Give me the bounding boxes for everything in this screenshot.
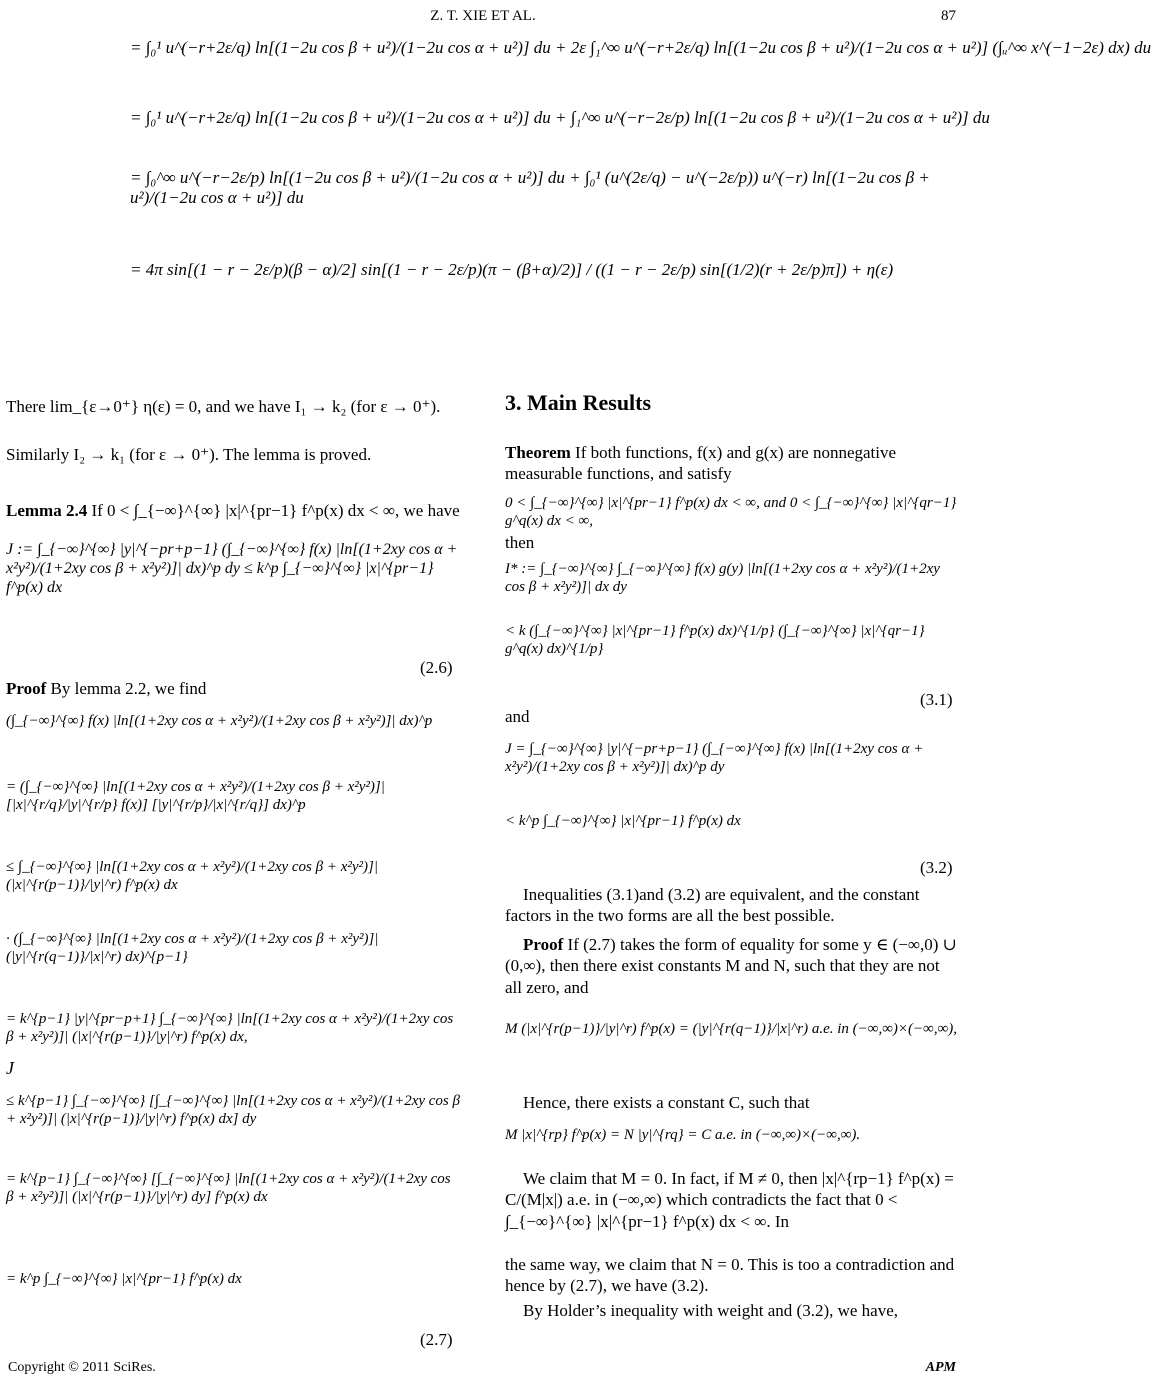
lemma-text: If 0 < ∫_{−∞}^{∞} |x|^{pr−1} f^p(x) dx < ∞, we have [91, 501, 460, 520]
proof-theorem [505, 934, 960, 998]
proof-eq-8: = k^p ∫_{−∞}^{∞} |x|^{pr−1} f^p(x) dx [6, 1271, 242, 1287]
running-head-authors: Z. T. XIE ET AL. [430, 8, 536, 24]
then-word: then [505, 533, 535, 552]
proof-lemma [6, 678, 461, 699]
proof-constant-eq: M |x|^{rp} f^p(x) = N |y|^{rq} = C a.e. in (−∞,∞)×(−∞,∞). [505, 1127, 861, 1143]
equation-3-2-line-1: J = ∫_{−∞}^{∞} |y|^{−pr+p−1} (∫_{−∞}^{∞} f(x) |ln[(1+2xy cos α + x²y²)/(1+2xy cos β + x²y²)]| dx)^p dy [505, 741, 924, 775]
para-equivalence: Inequalities (3.1)and (3.2) are equivalent, and the constant factors in the two forms are all the best possible. [505, 885, 920, 926]
proof-eq-3: ≤ ∫_{−∞}^{∞} |ln[(1+2xy cos α + x²y²)/(1+2xy cos β + x²y²)]| (|x|^{r(p−1)}/|y|^r) f^p(x) dx [6, 859, 378, 893]
equation-3-1-line-2: < k (∫_{−∞}^{∞} |x|^{pr−1} f^p(x) dx)^{1/p} (∫_{−∞}^{∞} |x|^{qr−1} g^q(x) dx)^{1/p} [505, 623, 925, 657]
lemma-2-4 [6, 500, 461, 521]
proof-eq-6: ≤ k^{p−1} ∫_{−∞}^{∞} [∫_{−∞}^{∞} |ln[(1+2xy cos α + x²y²)/(1+2xy cos β + x²y²)]| (|x|^{r(p−1)}/|y|^r) f^p(x) dx] dy [6, 1093, 460, 1127]
proof-eq-J: J [6, 1058, 14, 1078]
para-claim: We claim that M = 0. In fact, if M ≠ 0, then |x|^{rp−1} f^p(x) = C/(M|x|) a.e. in (−∞,∞) which contradicts the fact that 0 < ∫_{−∞}^{∞} |x|^{pr−1} f^p(x) dx < ∞. In [505, 1169, 954, 1231]
proof-eq-1: (∫_{−∞}^{∞} f(x) |ln[(1+2xy cos α + x²y²)/(1+2xy cos β + x²y²)]| dx)^p [6, 713, 433, 729]
equation-3-1-line-1: I* := ∫_{−∞}^{∞} ∫_{−∞}^{∞} f(x) g(y) |ln[(1+2xy cos α + x²y²)/(1+2xy cos β + x²y²)]| dx dy [505, 561, 940, 595]
lemma-equation: J := ∫_{−∞}^{∞} |y|^{−pr+p−1} (∫_{−∞}^{∞} f(x) |ln[(1+2xy cos α + x²y²)/(1+2xy cos β + x²y²)]| dx)^p dy ≤ k^p ∫_{−∞}^{∞} |x|^{pr−1} f^p(x) dx [6, 541, 458, 597]
section-title: 3. Main Results [505, 390, 652, 415]
theorem [505, 442, 960, 485]
theorem-proof-label: Proof [523, 935, 564, 954]
theorem-proof-text: If (2.7) takes the form of equality for some y ∈ (−∞,0) ∪ (0,∞), then there exist constants M and N, such that they are not all zero, and [505, 935, 957, 997]
page-number: 87 [941, 8, 956, 24]
para-limit: There lim_{ε→0⁺} η(ε) = 0, and we have I₁ → k₂ (for ε → 0⁺). [6, 397, 441, 416]
para-similarly: Similarly I₂ → k₁ (for ε → 0⁺). The lemma is proved. [6, 445, 372, 464]
equation-number-3-2: (3.2) [920, 858, 953, 877]
theorem-conditions: 0 < ∫_{−∞}^{∞} |x|^{pr−1} f^p(x) dx < ∞, and 0 < ∫_{−∞}^{∞} |x|^{qr−1} g^q(x) dx < ∞, [505, 495, 957, 529]
para-holder: By Holder’s inequality with weight and (3.2), we have, [523, 1301, 899, 1320]
theorem-text: If both functions, f(x) and g(x) are nonnegative measurable functions, and satisfy [505, 443, 897, 484]
top-equation-line-1: = ∫₀¹ u^(−r+2ε/q) ln[(1−2u cos β + u²)/(1−2u cos α + u²)] du + 2ε ∫₁^∞ u^(−r+2ε/q) ln[(1−2u cos β + u²)/(1−2u cos α + u²)] (∫ᵤ^∞ x^(−1−2ε) dx) du [130, 38, 1151, 57]
lemma-label: Lemma 2.4 [6, 501, 88, 520]
equation-number-2-6: (2.6) [420, 658, 453, 677]
copyright-notice: Copyright © 2011 SciRes. [8, 1360, 156, 1375]
proof-text: By lemma 2.2, we find [50, 679, 207, 698]
proof-equality-eq: M (|x|^{r(p−1)}/|y|^r) f^p(x) = (|y|^{r(q−1)}/|x|^r) a.e. in (−∞,∞)×(−∞,∞), [505, 1021, 958, 1037]
journal-abbrev: APM [925, 1360, 956, 1375]
para-hence: Hence, there exists a constant C, such that [523, 1093, 810, 1112]
proof-eq-7: = k^{p−1} ∫_{−∞}^{∞} [∫_{−∞}^{∞} |ln[(1+2xy cos α + x²y²)/(1+2xy cos β + x²y²)]| (|x|^{r(p−1)}/|y|^r) dy] f^p(x) dx [6, 1171, 451, 1205]
para-same-way: the same way, we claim that N = 0. This is too a contradiction and hence by (2.7), we have (3.2). [505, 1255, 955, 1296]
top-equation-line-2: = ∫₀¹ u^(−r+2ε/q) ln[(1−2u cos β + u²)/(1−2u cos α + u²)] du + ∫₁^∞ u^(−r−2ε/p) ln[(1−2u cos β + u²)/(1−2u cos α + u²)] du [130, 108, 990, 127]
proof-eq-4: · (∫_{−∞}^{∞} |ln[(1+2xy cos α + x²y²)/(1+2xy cos β + x²y²)]| (|y|^{r(q−1)}/|x|^r) dx)^{p−1} [6, 931, 379, 965]
equation-number-3-1: (3.1) [920, 690, 953, 709]
and-word: and [505, 707, 530, 726]
proof-eq-5: = k^{p−1} |y|^{pr−p+1} ∫_{−∞}^{∞} |ln[(1+2xy cos α + x²y²)/(1+2xy cos β + x²y²)]| (|x|^{r(p−1)}/|y|^r) f^p(x) dx, [6, 1011, 454, 1045]
proof-label: Proof [6, 679, 47, 698]
top-equation-line-3: = ∫₀^∞ u^(−r−2ε/p) ln[(1−2u cos β + u²)/(1−2u cos α + u²)] du + ∫₀¹ (u^(2ε/q) − u^(−2ε/p)) u^(−r) ln[(1−2u cos β + u²)/(1−2u cos α + u²)] du [130, 168, 930, 208]
equation-number-2-7: (2.7) [420, 1330, 453, 1349]
top-equation-line-4: = 4π sin[(1 − r − 2ε/p)(β − α)/2] sin[(1 − r − 2ε/p)(π − (β+α)/2)] / ((1 − r − 2ε/p) sin[(1/2)(r + 2ε/p)π]) + η(ε) [130, 260, 894, 279]
proof-eq-2: = (∫_{−∞}^{∞} |ln[(1+2xy cos α + x²y²)/(1+2xy cos β + x²y²)]| [|x|^{r/q}/|y|^{r/p} f(x)] [|y|^{r/p}/|x|^{r/q}] dx)^p [6, 779, 385, 813]
theorem-label: Theorem [505, 443, 571, 462]
equation-3-2-line-2: < k^p ∫_{−∞}^{∞} |x|^{pr−1} f^p(x) dx [505, 813, 741, 829]
